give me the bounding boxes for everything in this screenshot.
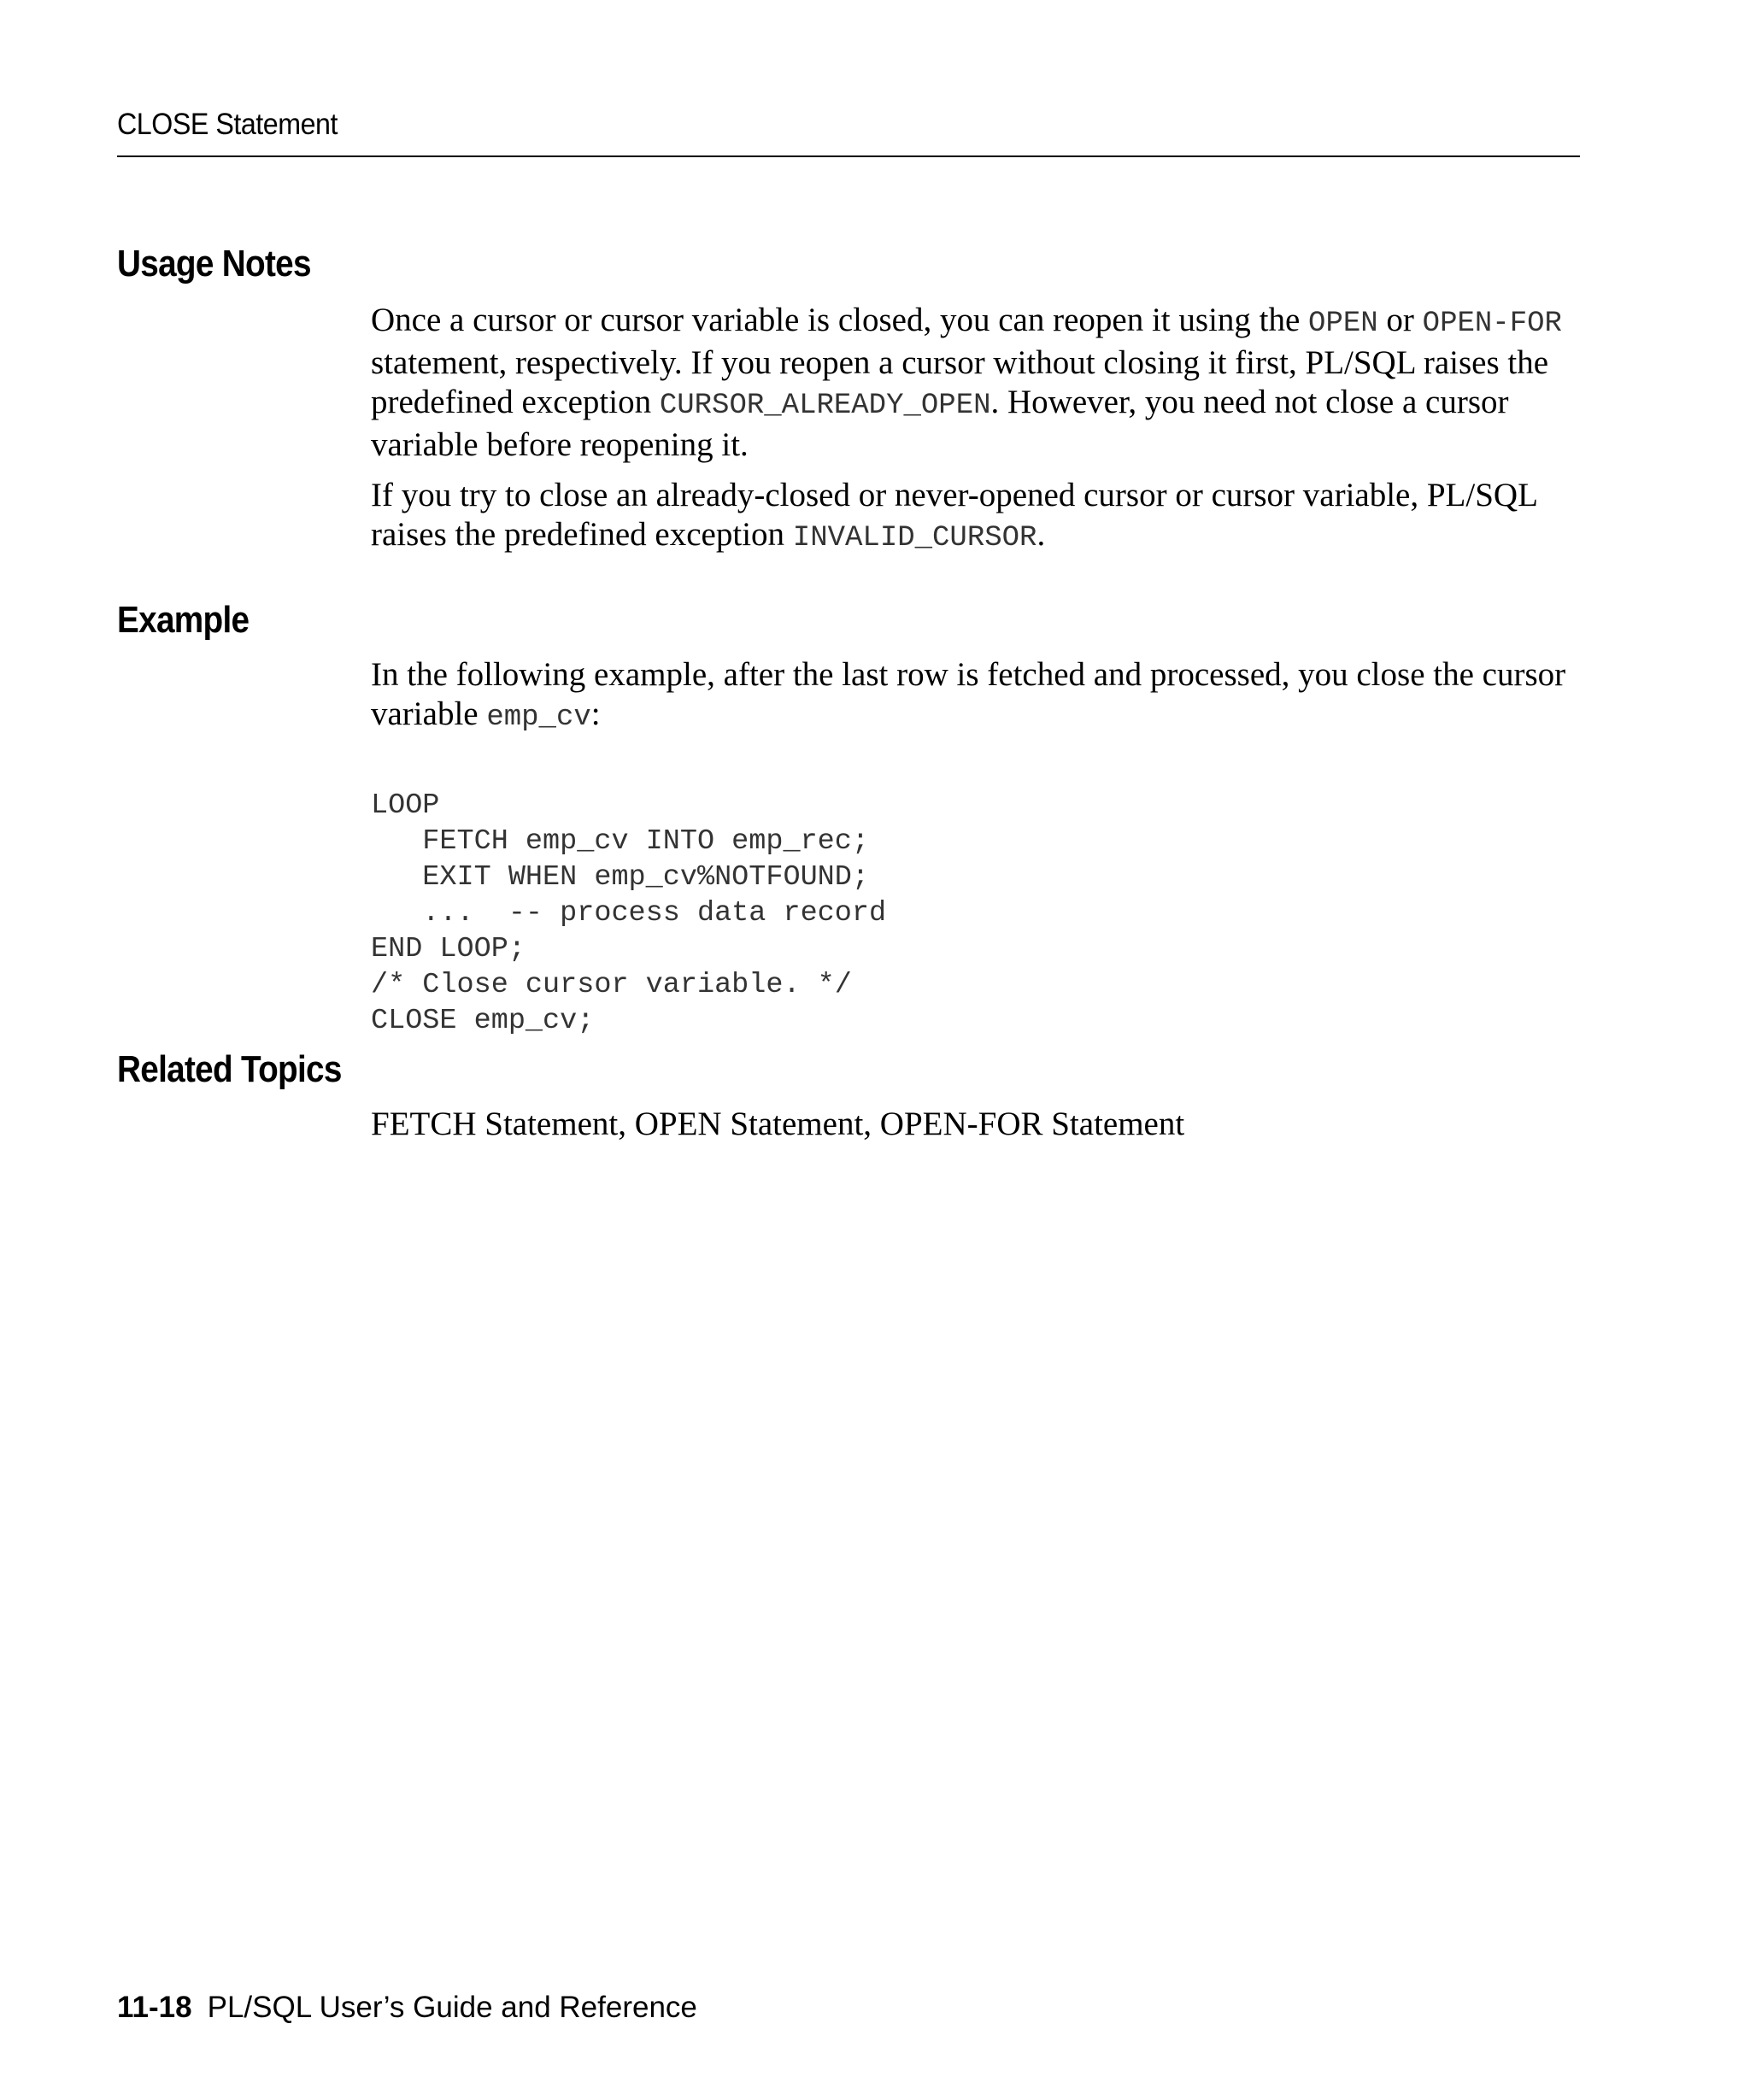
- related-topics-list: FETCH Statement, OPEN Statement, OPEN-FOR Statement: [371, 1106, 1185, 1142]
- page-footer: [117, 1991, 697, 2025]
- example-heading: Example: [117, 599, 250, 641]
- usage-notes-paragraph-1: Once a cursor or cursor variable is closed, you can reopen it using the OPEN or OPEN-FOR statement, respectively. If you reopen a cursor without closing it first, PL/SQL raises the predefined exception CURSOR_ALREADY_OPEN. However, you need not close a cursor variable before reopening it.: [371, 302, 1562, 463]
- running-header: CLOSE Statement: [117, 108, 338, 141]
- related-topics-heading: Related Topics: [117, 1048, 342, 1090]
- page-number: 11-18: [117, 1991, 192, 2024]
- code-line: LOOP: [371, 789, 440, 822]
- code-line: CLOSE emp_cv;: [371, 1005, 595, 1037]
- usage-notes-paragraph-2: If you try to close an already-closed or never-opened cursor or cursor variable, PL/SQL raises the predefined exception INVALID_CURSOR.: [371, 477, 1537, 554]
- code-line: ... -- process data record: [371, 897, 887, 930]
- cursor-already-open-exception: CURSOR_ALREADY_OPEN: [659, 390, 991, 422]
- code-line: FETCH emp_cv INTO emp_rec;: [371, 825, 869, 858]
- code-example: [371, 752, 886, 1075]
- code-line: /* Close cursor variable. */: [371, 969, 852, 1001]
- invalid-cursor-exception: INVALID_CURSOR: [792, 522, 1037, 554]
- open-for-statement-link[interactable]: OPEN-FOR Statement: [879, 1106, 1185, 1142]
- open-for-keyword: OPEN-FOR: [1422, 308, 1562, 340]
- code-line: END LOOP;: [371, 933, 526, 965]
- code-line: EXIT WHEN emp_cv%NOTFOUND;: [371, 861, 869, 894]
- usage-notes-heading: Usage Notes: [117, 243, 311, 284]
- open-statement-link[interactable]: OPEN Statement: [634, 1106, 864, 1142]
- fetch-statement-link[interactable]: FETCH Statement: [371, 1106, 619, 1142]
- emp-cv-variable: emp_cv: [486, 701, 591, 734]
- example-intro: In the following example, after the last row is fetched and processed, you close the cursor variable emp_cv:: [371, 656, 1566, 734]
- header-rule: [117, 155, 1580, 157]
- open-keyword: OPEN: [1308, 308, 1378, 340]
- book-title: PL/SQL User’s Guide and Reference: [207, 1991, 697, 2024]
